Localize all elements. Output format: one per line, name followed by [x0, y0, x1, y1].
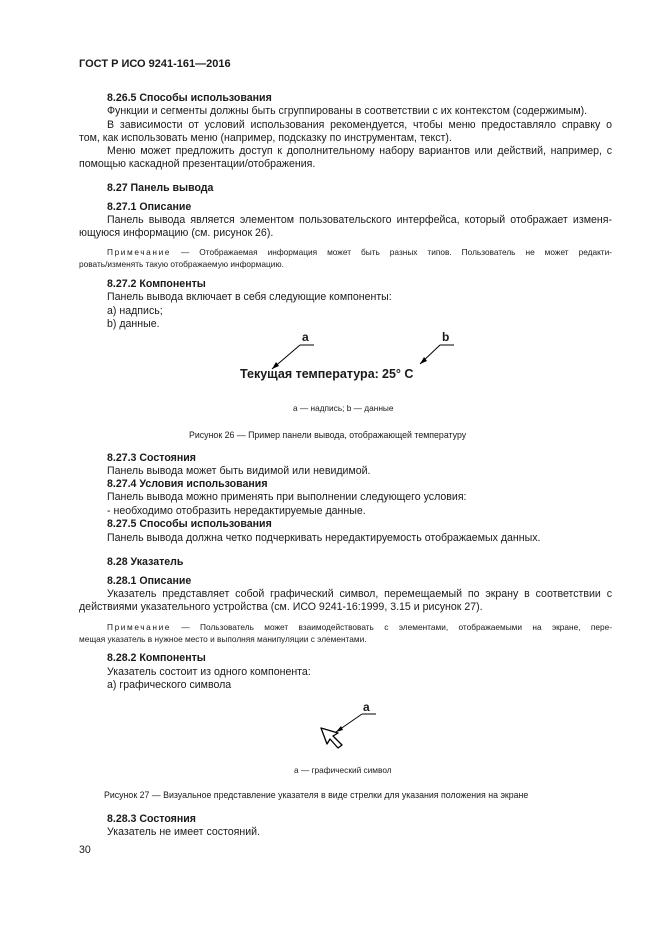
page-number: 30	[79, 844, 91, 856]
subsection-heading-8-28-2: 8.28.2 Компоненты	[107, 652, 206, 664]
output-panel-label: Текущая температура:	[240, 367, 379, 381]
subsection-heading-8-27-4: 8.27.4 Условия использования	[107, 478, 268, 490]
note-text: — Пользователь может взаимодействовать с элементами, отображаемыми на экране, пере-	[171, 622, 612, 632]
paragraph-line: Панель вывода можно применять при выполнении следующего условия:	[107, 491, 467, 503]
subsection-heading-8-27-1: 8.27.1 Описание	[107, 201, 192, 213]
paragraph-line: ющуюся информацию (см. рисунок 26).	[79, 227, 274, 239]
figure-27-marker-a: a	[363, 700, 370, 714]
paragraph-line: В зависимости от условий использования рекомендуется, чтобы меню предоставляло справку о	[107, 119, 612, 131]
paragraph-line: Панель вывода может быть видимой или невидимой.	[107, 465, 371, 477]
list-item: a) надпись;	[107, 305, 163, 317]
figure-26-caption: Рисунок 26 — Пример панели вывода, отображающей температуру	[189, 430, 467, 440]
note-line: мещая указатель в нужное место и выполняя манипуляции с элементами.	[79, 634, 367, 644]
figure-26	[230, 330, 460, 390]
paragraph-line: Панель вывода включает в себя следующие компоненты:	[107, 291, 392, 303]
figure-27-legend: a — графический символ	[294, 765, 392, 775]
paragraph-line: действиями указательного устройства (см. ИСО 9241-16:1999, 3.15 и рисунок 27).	[79, 601, 483, 613]
paragraph-line: Указатель не имеет состояний.	[107, 826, 261, 838]
paragraph-line: том, как использовать меню (например, подсказку по инструментам, текст).	[79, 132, 452, 144]
note-text: — Отображаемая информация может быть разных типов. Пользователь не может редакти-	[171, 247, 612, 257]
standard-header: ГОСТ Р ИСО 9241-161—2016	[79, 58, 231, 70]
list-item: a) графического символа	[107, 679, 232, 691]
paragraph-line: Указатель состоит из одного компонента:	[107, 666, 311, 678]
paragraph-line: Указатель представляет собой графический символ, перемещаемый по экрану в соответствии с	[107, 588, 612, 600]
output-panel-value: 25° C	[382, 367, 414, 381]
figure-27-drawing	[310, 700, 390, 750]
section-heading-8-26-5: 8.26.5 Способы использования	[107, 92, 272, 104]
paragraph-line: помощью каскадной презентации/отображения.	[79, 158, 316, 170]
paragraph-line: Меню может предложить доступ к дополнительному набору вариантов или действий, например, с	[107, 145, 612, 157]
figure-26-marker-a: a	[302, 330, 309, 344]
section-heading-8-27: 8.27 Панель вывода	[107, 182, 214, 194]
subsection-heading-8-28-3: 8.28.3 Состояния	[107, 813, 196, 825]
figure-26-legend: a — надпись; b — данные	[293, 403, 394, 413]
paragraph-line: Функции и сегменты должны быть сгруппированы в соответствии с их контекстом (содержимым).	[107, 105, 588, 117]
paragraph-line: Панель вывода является элементом пользовательского интерфейса, который отображает изменя-	[107, 214, 612, 226]
figure-27	[310, 700, 390, 750]
note-label: Примечание	[107, 247, 172, 257]
paragraph-line: Панель вывода должна четко подчеркивать нередактируемость отображаемых данных.	[107, 532, 541, 544]
subsection-heading-8-28-1: 8.28.1 Описание	[107, 575, 192, 587]
list-item: b) данные.	[107, 318, 160, 330]
figure-26-marker-b: b	[442, 330, 450, 344]
note-label: Примечание	[107, 622, 172, 632]
subsection-heading-8-27-3: 8.27.3 Состояния	[107, 452, 196, 464]
subsection-heading-8-27-5: 8.27.5 Способы использования	[107, 518, 272, 530]
section-heading-8-28: 8.28 Указатель	[107, 556, 184, 568]
figure-27-caption: Рисунок 27 — Визуальное представление указателя в виде стрелки для указания положения на экране	[104, 790, 529, 800]
list-item: - необходимо отобразить нередактируемые данные.	[107, 505, 366, 517]
subsection-heading-8-27-2: 8.27.2 Компоненты	[107, 278, 206, 290]
note-line: ровать/изменять такую отображаемую информацию.	[79, 259, 284, 269]
